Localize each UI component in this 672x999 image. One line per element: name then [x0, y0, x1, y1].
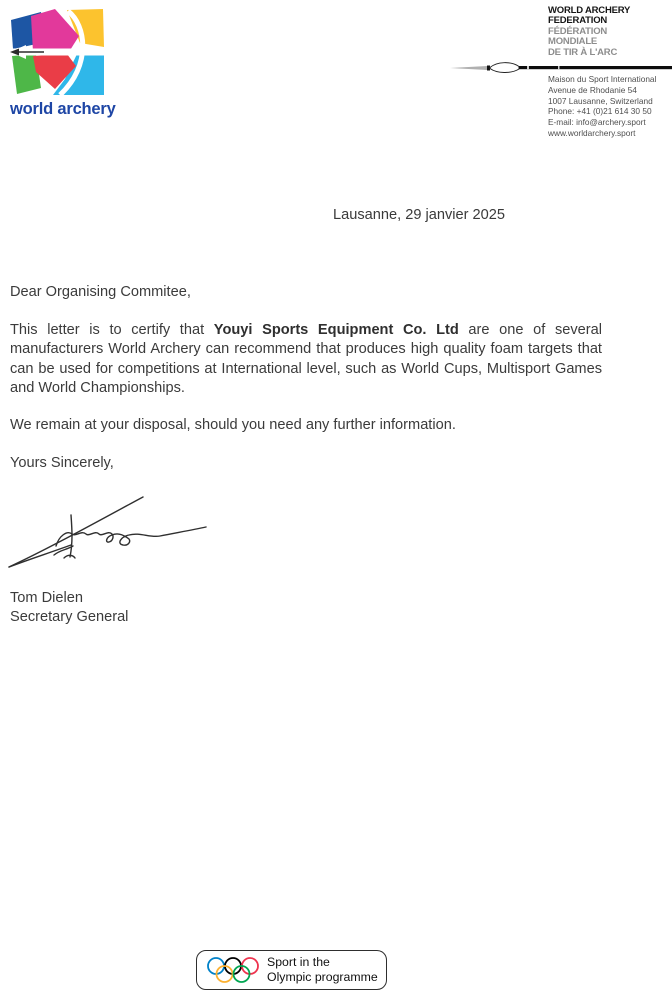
org-name-line: FEDERATION	[548, 15, 608, 27]
valediction: Yours Sincerely,	[10, 455, 114, 471]
org-name-fr-line: FÉDÉRATION	[548, 25, 608, 37]
address-line: Avenue de Rhodanie 54	[548, 84, 637, 95]
address-line: www.worldarchery.sport	[548, 127, 636, 138]
world-archery-logo-icon	[10, 9, 104, 95]
olympic-rings-icon	[206, 955, 260, 985]
paragraph-text: This letter is to certify that	[10, 322, 214, 338]
dateline: Lausanne, 29 janvier 2025	[333, 207, 506, 223]
org-name-fr-line: MONDIALE	[548, 36, 598, 48]
address-line: E-mail: info@archery.sport	[548, 117, 646, 128]
address-line: Phone: +41 (0)21 614 30 50	[548, 106, 652, 117]
world-archery-logo	[10, 9, 116, 119]
address-line: 1007 Lausanne, Switzerland	[548, 95, 653, 106]
paragraph-text: are one of several manufacturers World Archery can recommend that produces high quality foam targets that can be used for competitions at International level, such as World Cups, Multisport Games and World Championships.	[10, 322, 602, 396]
olympic-badge-line: Sport in the	[267, 955, 330, 969]
olympic-badge-text	[267, 955, 378, 985]
org-name-block	[548, 6, 630, 58]
olympic-programme-badge	[196, 950, 387, 990]
org-name-line: WORLD ARCHERY	[548, 5, 631, 16]
olympic-badge-line: Olympic programme	[267, 970, 378, 984]
paragraph-certification	[10, 321, 602, 398]
salutation: Dear Organising Commitee,	[10, 284, 191, 300]
signer-name: Tom Dielen	[10, 590, 83, 606]
address-block	[548, 74, 656, 139]
paragraph-closing: We remain at your disposal, should you need any further information.	[10, 417, 456, 433]
wordmark: world archery	[10, 100, 116, 118]
address-line: Maison du Sport International	[548, 74, 657, 84]
signature	[2, 486, 230, 578]
company-name: Youyi Sports Equipment Co. Ltd	[213, 322, 459, 338]
org-name-fr-line: DE TIR À L'ARC	[548, 46, 618, 58]
signer-title: Secretary General	[10, 609, 129, 625]
